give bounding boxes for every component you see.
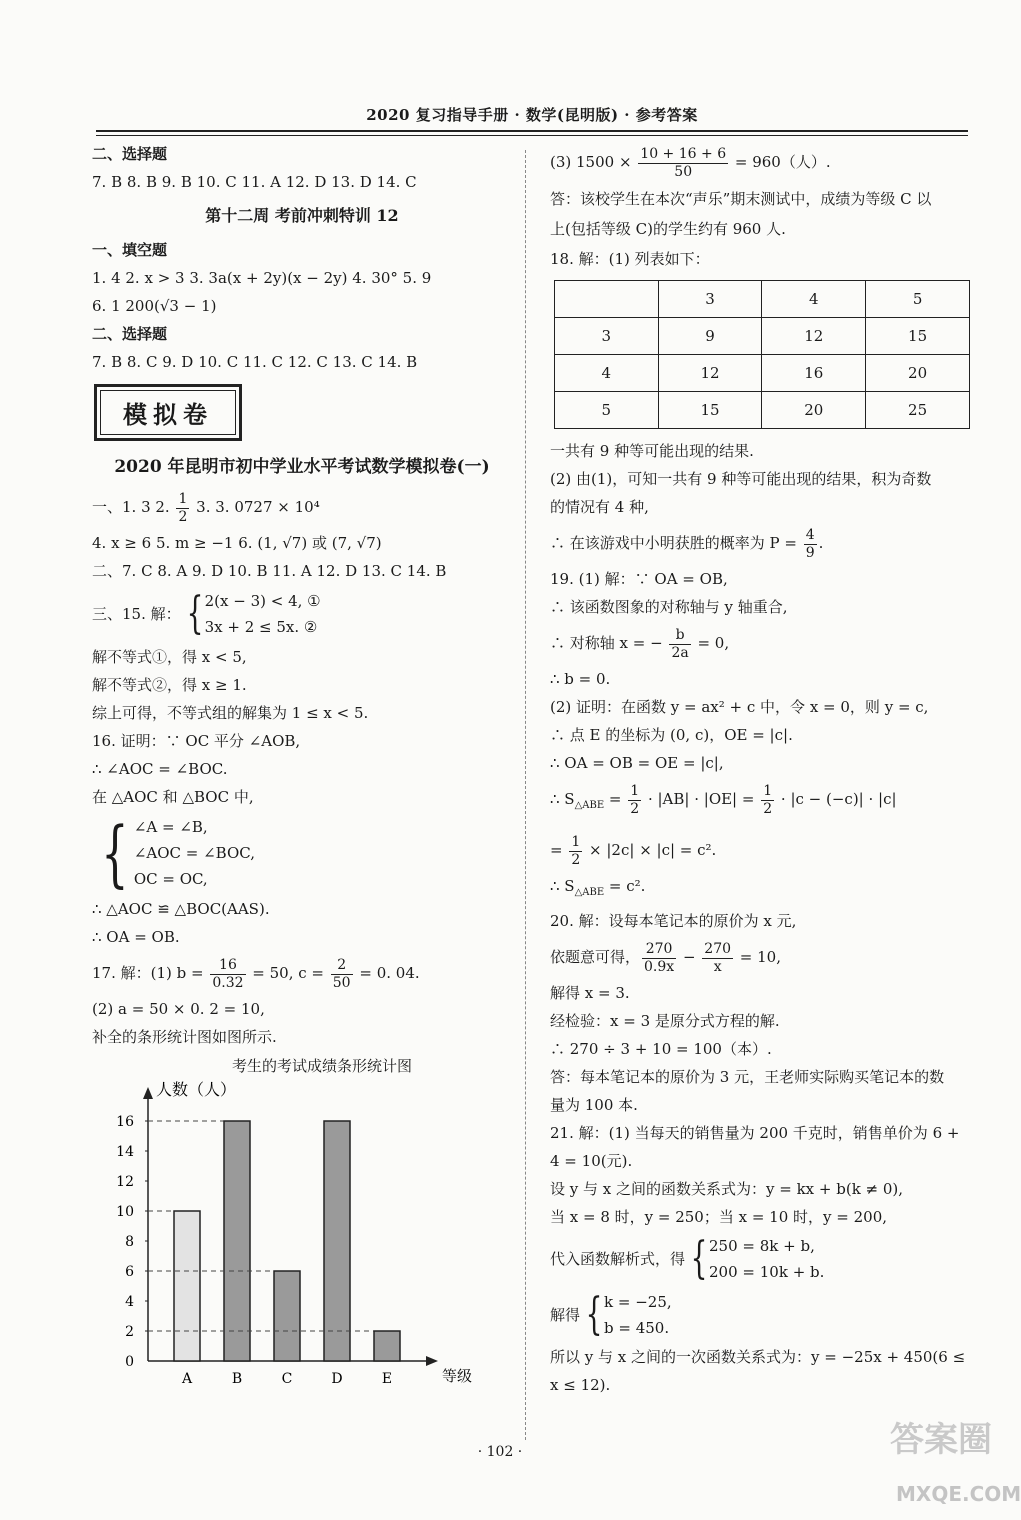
denominator: 2 (178, 508, 188, 525)
fraction (642, 941, 676, 976)
numerator: 2 (331, 957, 353, 975)
y-tick-label: 8 (125, 1234, 134, 1250)
denominator: 9 (805, 544, 815, 561)
answer-line: 20. 解：设每本笔记本的原价为 x 元, (550, 912, 797, 930)
answer-line: 答：每本笔记本的原价为 3 元，王老师实际购买笔记本的数 (550, 1068, 945, 1086)
answer-line: 经检验：x = 3 是原分式方程的解. (550, 1012, 780, 1030)
answer-line (550, 777, 970, 828)
bar-chart (92, 1081, 492, 1391)
answer-line: 上(包括等级 C)的学生约有 960 人. (550, 220, 786, 238)
answer-line: 4. x ≥ 6 5. m ≥ −1 6. (1, √7) 或 (7, √7) (92, 534, 382, 552)
answer-line: 量为 100 本. (550, 1096, 638, 1114)
table-cell: 15 (866, 318, 970, 355)
answer-line (550, 621, 970, 665)
answer-line: 在 △AOC 和 △BOC 中, (92, 788, 254, 806)
header-rule-thin (96, 135, 968, 136)
answer-line: 解不等式①，得 x < 5, (92, 648, 247, 666)
answer-line: (2) 由(1)，可知一共有 9 种等可能出现的结果，积为奇数 (550, 470, 932, 488)
fraction (638, 146, 728, 181)
answer-line (92, 485, 512, 529)
page-header: 2020 复习指导手册 · 数学(昆明版) · 参考答案 (366, 106, 698, 124)
table-cell: 20 (866, 355, 970, 392)
answer-line (550, 828, 970, 872)
text: 3. 3. 0727 × 10⁴ (191, 498, 320, 516)
numerator: 1 (571, 833, 581, 850)
y-tick-label: 14 (116, 1144, 134, 1160)
text: · |AB| · |OE| = (643, 790, 760, 808)
answer-line: 所以 y 与 x 之间的一次函数关系式为：y = −25x + 450(6 ≤ (550, 1348, 966, 1366)
table-cell: 12 (658, 355, 762, 392)
denominator: 0.32 (212, 974, 244, 991)
denominator: 50 (332, 974, 351, 991)
x-tick-label: C (281, 1371, 293, 1387)
left-column (92, 140, 512, 1395)
answer-line: 18. 解：(1) 列表如下： (550, 250, 710, 268)
bar-B (224, 1121, 250, 1361)
text: = 0, (692, 634, 730, 652)
text: 代入函数解析式，得 (550, 1250, 686, 1268)
table-cell (555, 281, 659, 318)
brace-icon: { (690, 1233, 708, 1284)
answer-line: 7. B 8. B 9. B 10. C 11. A 12. D 13. D 14. C (92, 173, 417, 191)
q16-system (92, 811, 512, 895)
numerator: 270 (642, 941, 676, 959)
text: = 50, c = (247, 964, 329, 982)
answer-line: 6. 1 200(√3 − 1) (92, 297, 217, 315)
system-line: b = 450. (604, 1319, 670, 1337)
system-line: OC = OC, (133, 870, 208, 888)
y-tick-label: 6 (125, 1264, 134, 1280)
answer-line (550, 872, 970, 907)
text: ∴ S (550, 790, 575, 808)
answer-line (550, 521, 970, 565)
bar-E (374, 1331, 400, 1361)
equation-system (685, 1233, 824, 1285)
denominator: 2 (630, 800, 640, 817)
table-cell: 3 (658, 281, 762, 318)
denominator: 2 (571, 851, 581, 868)
equation-system (181, 588, 321, 640)
answer-line: 综上可得，不等式组的解集为 1 ≤ x < 5. (92, 704, 369, 722)
table-row (555, 318, 970, 355)
text: = (604, 790, 627, 808)
system-line: 2(x − 3) < 4, ① (204, 592, 321, 610)
answer-line: ∴ OA = OB. (92, 928, 180, 946)
bar-C (274, 1271, 300, 1361)
answer-line: 一共有 9 种等可能出现的结果. (550, 442, 754, 460)
brace-icon: { (585, 1289, 603, 1340)
x-tick-label: E (381, 1371, 393, 1387)
system-line: k = −25, (604, 1293, 672, 1311)
fraction (331, 957, 353, 992)
y-tick-label: 4 (125, 1294, 134, 1310)
answer-line: (2) 证明：在函数 y = ax² + c 中，令 x = 0，则 y = c, (550, 698, 929, 716)
header-rule (96, 130, 968, 132)
y-tick-label: 10 (116, 1204, 134, 1220)
answer-line: 19. (1) 解：∵ OA = OB, (550, 570, 728, 588)
answer-line (550, 935, 970, 979)
chart-title: 考生的考试成绩条形统计图 (231, 1057, 412, 1075)
text: ∴ 对称轴 x = − (550, 634, 668, 652)
section-heading: 二、选择题 (92, 145, 168, 163)
answer-line: 1. 4 2. x > 3 3. 3a(x + 2y)(x − 2y) 4. 30° 5. 9 (92, 269, 432, 287)
table-cell: 25 (866, 392, 970, 429)
answer-line: 答：该校学生在本次“声乐”期末测试中，成绩为等级 C 以 (550, 190, 932, 208)
text: = c². (604, 877, 646, 895)
x-tick-label: B (231, 1371, 243, 1387)
fraction (804, 527, 817, 562)
watermark-logo: 答案圈 (890, 1420, 992, 1460)
denominator: 2 (763, 800, 773, 817)
y-tick-label: 16 (116, 1114, 134, 1130)
x-tick-label: A (181, 1371, 193, 1387)
q21-system-2 (550, 1287, 970, 1343)
answer-line: 解不等式②，得 x ≥ 1. (92, 676, 247, 694)
page-number: · 102 · (477, 1444, 523, 1460)
text: 三、15. 解： (92, 605, 181, 623)
system-line: ∠A = ∠B, (133, 818, 208, 836)
subscript: △ABE (574, 800, 605, 811)
text: = (550, 841, 568, 859)
mock-exam-label-box (94, 384, 242, 441)
numerator: b (669, 627, 690, 645)
system-line: 200 = 10k + b. (709, 1263, 825, 1281)
brace-icon: { (186, 588, 204, 639)
table-cell: 4 (762, 281, 866, 318)
text: = 10, (735, 948, 781, 966)
answer-line: ∴ ∠AOC = ∠BOC. (92, 760, 228, 778)
numerator: 1 (630, 782, 640, 799)
section-heading: 二、选择题 (92, 325, 168, 343)
answer-line: 当 x = 8 时，y = 250；当 x = 10 时，y = 200, (550, 1208, 888, 1226)
fraction (702, 941, 733, 976)
text: 一、1. 3 2. (92, 498, 175, 516)
bar-A (174, 1211, 200, 1361)
answer-line: 7. B 8. C 9. D 10. C 11. C 12. C 13. C 14. B (92, 353, 418, 371)
brace-icon: { (101, 811, 129, 895)
text: 依题意可得， (550, 948, 641, 966)
numerator: 16 (210, 957, 245, 975)
denominator: 0.9x (644, 958, 675, 975)
denominator: 50 (674, 163, 693, 180)
watermark-url: MXQE.COM (896, 1482, 1021, 1506)
right-column (550, 140, 970, 1399)
x-axis-label: 等级 (442, 1367, 473, 1385)
section-heading: 一、填空题 (92, 241, 168, 259)
numerator: 10 + 16 + 6 (640, 145, 727, 162)
answer-line: ∴ 点 E 的坐标为 (0, c)，OE = |c|. (550, 726, 793, 744)
text: = 960（人）. (730, 153, 831, 171)
y-tick-label: 0 (125, 1354, 134, 1370)
fraction (761, 783, 774, 818)
answer-line: 16. 证明：∵ OC 平分 ∠AOB, (92, 732, 301, 750)
text: 解得 (550, 1306, 581, 1324)
table-row (555, 281, 970, 318)
q15-system (92, 585, 512, 643)
answer-line: ∴ b = 0. (550, 670, 611, 688)
answer-line: ∴ 该函数图象的对称轴与 y 轴重合, (550, 598, 788, 616)
numerator: 270 (704, 940, 732, 957)
y-axis-arrow-icon (143, 1087, 153, 1099)
table-cell: 15 (658, 392, 762, 429)
table-cell: 16 (762, 355, 866, 392)
text: − (678, 948, 701, 966)
answer-line: 设 y 与 x 之间的函数关系式为：y = kx + b(k ≠ 0), (550, 1180, 904, 1198)
answer-line: ∴ △AOC ≌ △BOC(AAS). (92, 900, 270, 918)
subscript: △ABE (574, 887, 605, 898)
table-cell: 20 (762, 392, 866, 429)
table-row (555, 392, 970, 429)
system-line: 3x + 2 ≤ 5x. ② (204, 618, 318, 636)
table-cell: 5 (866, 281, 970, 318)
table-cell: 3 (555, 318, 659, 355)
fraction (669, 627, 690, 662)
text: . (818, 534, 824, 552)
answer-line: 4 = 10(元). (550, 1152, 633, 1170)
answer-line: 21. 解：(1) 当每天的销售量为 200 千克时，销售单价为 6 + (550, 1124, 960, 1142)
y-tick-label: 2 (125, 1324, 134, 1340)
system-line: 250 = 8k + b, (709, 1237, 815, 1255)
table-cell: 9 (658, 318, 762, 355)
fraction (176, 491, 189, 526)
q21-system-1 (550, 1231, 970, 1287)
numerator: 1 (763, 782, 773, 799)
y-tick-label: 12 (116, 1174, 134, 1190)
answer-line: 解得 x = 3. (550, 984, 630, 1002)
answer-line: 的情况有 4 种, (550, 498, 649, 516)
answer-line: x ≤ 12). (550, 1376, 611, 1394)
numerator: 1 (178, 490, 188, 507)
answer-line: 二、7. C 8. A 9. D 10. B 11. A 12. D 13. C 14. B (92, 562, 447, 580)
table-cell: 12 (762, 318, 866, 355)
answer-line (550, 140, 970, 184)
table-row (555, 355, 970, 392)
answer-line: ∴ OA = OB = OE = |c|, (550, 754, 724, 772)
system-line: ∠AOC = ∠BOC, (133, 844, 255, 862)
text: = 0. 04. (354, 964, 420, 982)
mock-exam-label: 模拟卷 (100, 390, 236, 435)
equation-system (580, 1289, 672, 1341)
answer-line: ∴ 270 ÷ 3 + 10 = 100（本）. (550, 1040, 772, 1058)
text: · |c − (−c)| · |c| (776, 790, 897, 808)
column-divider (525, 150, 526, 1440)
product-table (554, 280, 970, 429)
y-axis-label: 人数（人） (156, 1080, 237, 1099)
numerator: 4 (805, 526, 815, 543)
equation-system (92, 813, 255, 893)
bar-D (324, 1121, 350, 1361)
text: (3) 1500 × (550, 153, 637, 171)
denominator: x (713, 958, 722, 975)
text: ∴ 在该游戏中小明获胜的概率为 P = (550, 534, 802, 552)
answer-line: (2) a = 50 × 0. 2 = 10, (92, 1000, 265, 1018)
x-tick-label: D (331, 1371, 343, 1387)
answer-line: 补全的条形统计图如图所示. (92, 1028, 277, 1046)
text: 17. 解：(1) b = (92, 964, 209, 982)
table-cell: 4 (555, 355, 659, 392)
text: × |2c| × |c| = c². (584, 841, 717, 859)
week-title: 第十二周 考前冲刺特训 12 (205, 206, 399, 225)
paper-title: 2020 年昆明市初中学业水平考试数学模拟卷(一) (114, 457, 490, 477)
fraction (210, 957, 245, 992)
table-cell: 5 (555, 392, 659, 429)
fraction (569, 834, 582, 869)
denominator: 2a (671, 644, 689, 661)
text: ∴ S (550, 877, 575, 895)
answer-line (92, 951, 512, 995)
fraction (628, 783, 641, 818)
x-axis-arrow-icon (426, 1356, 438, 1366)
